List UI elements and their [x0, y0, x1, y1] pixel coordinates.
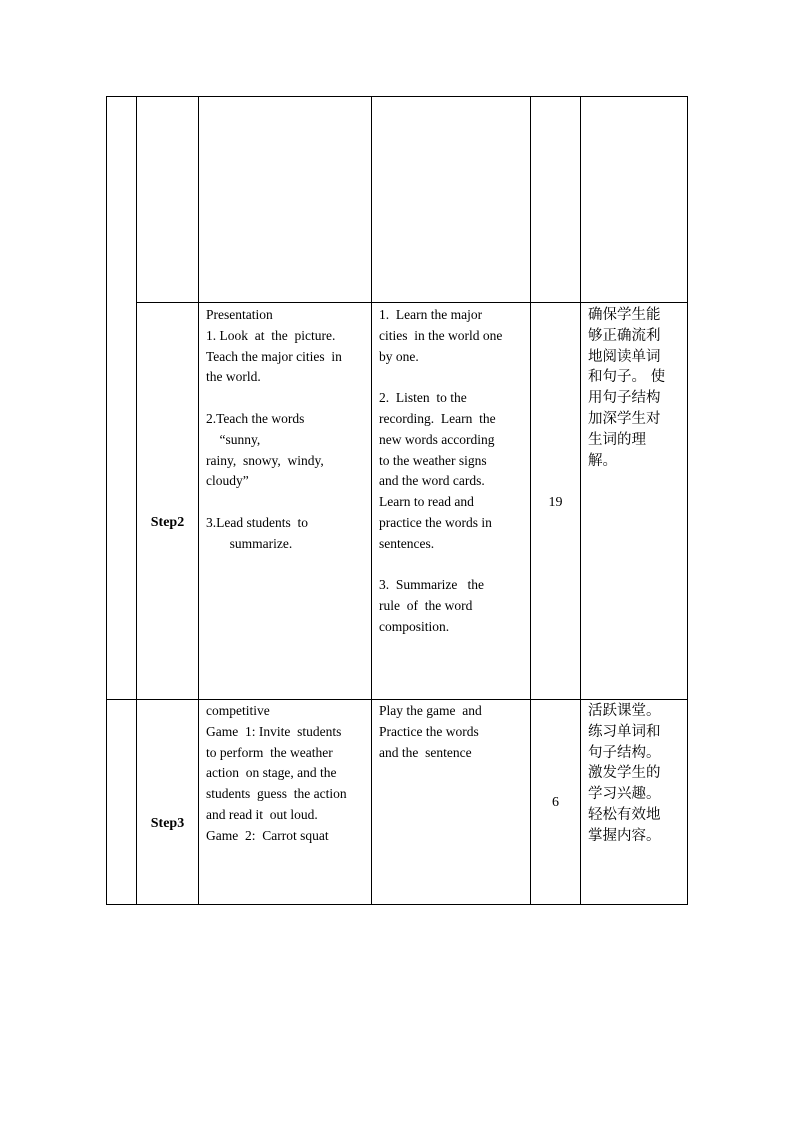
content-line: Game 2: Carrot squat — [206, 827, 329, 843]
purpose-line: 生词的理 — [588, 431, 646, 448]
step-label: Step2 — [150, 515, 185, 530]
purpose-line: 确保学生能 — [588, 307, 661, 323]
activity-line: Practice the words — [379, 723, 479, 739]
activity-line: 2. Listen to the — [379, 390, 467, 406]
time-minutes: 19 — [548, 495, 563, 510]
table-border-top — [106, 96, 688, 97]
col-divider-1 — [136, 96, 137, 905]
content-line: “sunny, — [206, 431, 261, 447]
activity-line: 1. Learn the major — [379, 307, 483, 322]
content-line: Game 1: Invite students — [206, 723, 342, 739]
col-divider-2 — [198, 96, 199, 905]
activity-line: sentences. — [379, 535, 435, 551]
content-line: competitive — [206, 703, 270, 718]
content-line — [206, 492, 368, 513]
purpose-line: 练习单词和 — [588, 723, 661, 740]
col-divider-5 — [580, 96, 581, 905]
activity-line — [379, 367, 527, 388]
col-divider-3 — [371, 96, 372, 905]
teacher-content-cell — [206, 701, 368, 847]
purpose-line: 激发学生的 — [588, 765, 661, 782]
activity-line: recording. Learn the — [379, 410, 496, 426]
purpose-line: 和句子。 使 — [588, 369, 666, 386]
table-border-bottom — [106, 904, 688, 905]
content-line: 2.Teach the words — [206, 410, 305, 426]
activity-line: Play the game and — [379, 703, 482, 718]
purpose-line: 掌握内容。 — [588, 827, 661, 844]
content-line: students guess the action — [206, 786, 347, 802]
step-label: Step3 — [150, 816, 185, 831]
activity-line: to the weather signs — [379, 452, 487, 468]
activity-line: and the sentence — [379, 744, 472, 760]
content-line: 1. Look at the picture. — [206, 327, 336, 343]
activity-line: new words according — [379, 431, 495, 447]
purpose-line: 活跃课堂。 — [588, 703, 661, 719]
purpose-line: 轻松有效地 — [588, 806, 661, 823]
time-minutes: 6 — [552, 795, 559, 810]
purpose-cell — [588, 701, 686, 847]
purpose-line: 地阅读单词 — [588, 348, 661, 365]
purpose-line: 句子结构。 — [588, 744, 661, 761]
activity-line: Learn to read and — [379, 494, 474, 510]
student-activity-cell — [379, 305, 527, 638]
purpose-cell — [588, 305, 686, 471]
content-line: Presentation — [206, 307, 273, 322]
activity-line: by one. — [379, 348, 419, 364]
content-line — [206, 388, 368, 409]
purpose-line: 够正确流利 — [588, 327, 661, 344]
content-line: the world. — [206, 369, 261, 385]
purpose-line: 用句子结构 — [588, 390, 661, 407]
content-line: action on stage, and the — [206, 765, 337, 781]
activity-line: rule of the word — [379, 598, 473, 614]
purpose-line: 加深学生对 — [588, 410, 661, 427]
content-line: 3.Lead students to — [206, 514, 308, 530]
activity-line — [379, 555, 527, 576]
row-divider-1 — [136, 302, 688, 303]
content-line: and read it out loud. — [206, 806, 318, 822]
content-line: summarize. — [206, 535, 293, 551]
content-line: to perform the weather — [206, 744, 333, 760]
table-border-left — [106, 96, 107, 905]
content-line: Teach the major cities in — [206, 348, 342, 364]
content-line: cloudy” — [206, 473, 249, 489]
purpose-line: 学习兴趣。 — [588, 786, 661, 803]
activity-line: 3. Summarize the — [379, 577, 484, 593]
teacher-content-cell — [206, 305, 368, 555]
student-activity-cell — [379, 701, 527, 763]
activity-line: cities in the world one — [379, 327, 503, 343]
content-line: rainy, snowy, windy, — [206, 452, 324, 468]
table-border-right — [687, 96, 688, 905]
purpose-line: 解。 — [588, 452, 617, 469]
activity-line: practice the words in — [379, 514, 492, 530]
activity-line: composition. — [379, 618, 450, 634]
row-divider-2 — [106, 699, 688, 700]
activity-line: and the word cards. — [379, 473, 485, 489]
